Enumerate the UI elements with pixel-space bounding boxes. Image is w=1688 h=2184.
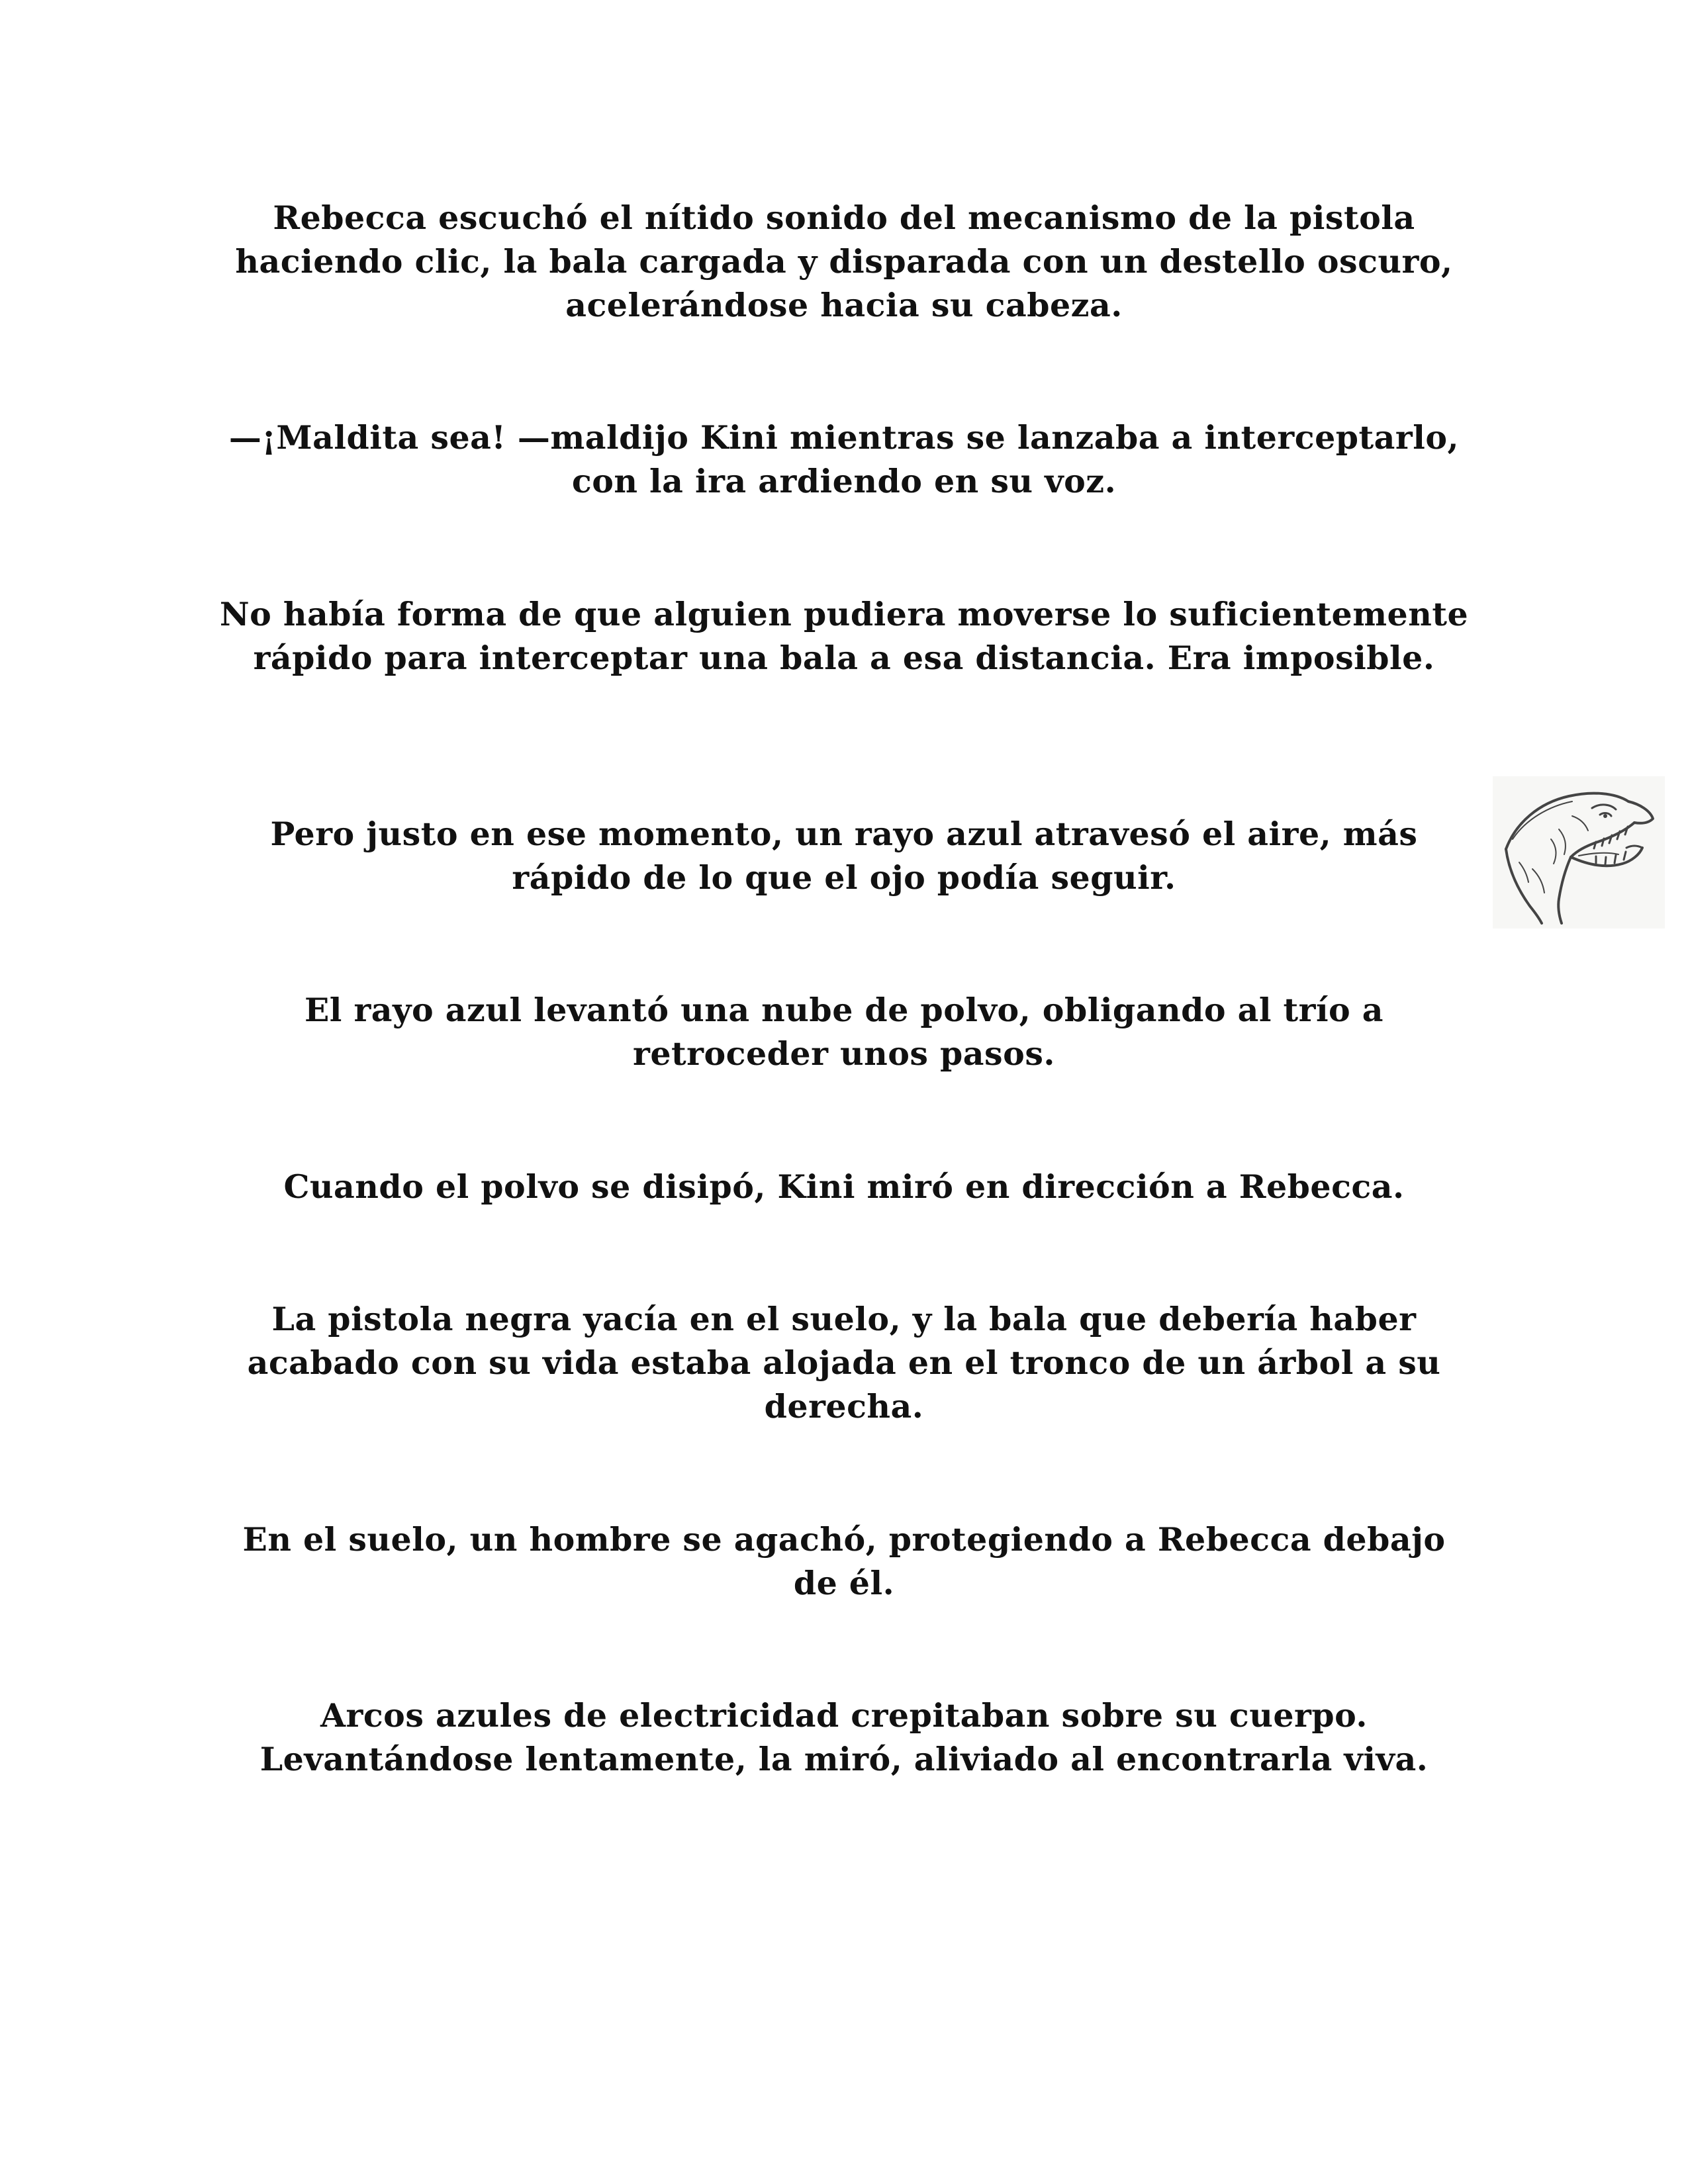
- dinosaur-head-sketch-icon: [1493, 776, 1665, 929]
- paragraph-6: Cuando el polvo se disipó, Kini miró en dirección a Rebecca.: [283, 1167, 1405, 1206]
- paragraph-1: Rebecca escuchó el nítido sonido del mecanismo de la pistola haciendo clic, la bala cargada y disparada con un destello oscuro, acelerándose hacia su cabeza.: [235, 199, 1453, 324]
- paragraph-5: El rayo azul levantó una nube de polvo, obligando al trío a retroceder unos pasos.: [304, 991, 1384, 1073]
- paragraph-7: La pistola negra yacía en el suelo, y la bala que debería haber acabado con su vida estaba alojada en el tronco de un árbol a su derecha.: [247, 1300, 1441, 1426]
- paragraph-8: En el suelo, un hombre se agachó, protegiendo a Rebecca debajo de él.: [242, 1520, 1446, 1602]
- paragraph-3: No había forma de que alguien pudiera moverse lo suficientemente rápido para interceptar una bala a esa distancia. Era imposible.: [219, 595, 1469, 677]
- paragraph-4: Pero justo en ese momento, un rayo azul atravesó el aire, más rápido de lo que el ojo podía seguir.: [270, 815, 1418, 897]
- paragraph-2: —¡Maldita sea! —maldijo Kini mientras se lanzaba a interceptarlo, con la ira ardiendo en su voz.: [228, 418, 1460, 500]
- paragraph-9: Arcos azules de electricidad crepitaban sobre su cuerpo. Levantándose lentamente, la miró, aliviado al encontrarla viva.: [259, 1696, 1429, 1778]
